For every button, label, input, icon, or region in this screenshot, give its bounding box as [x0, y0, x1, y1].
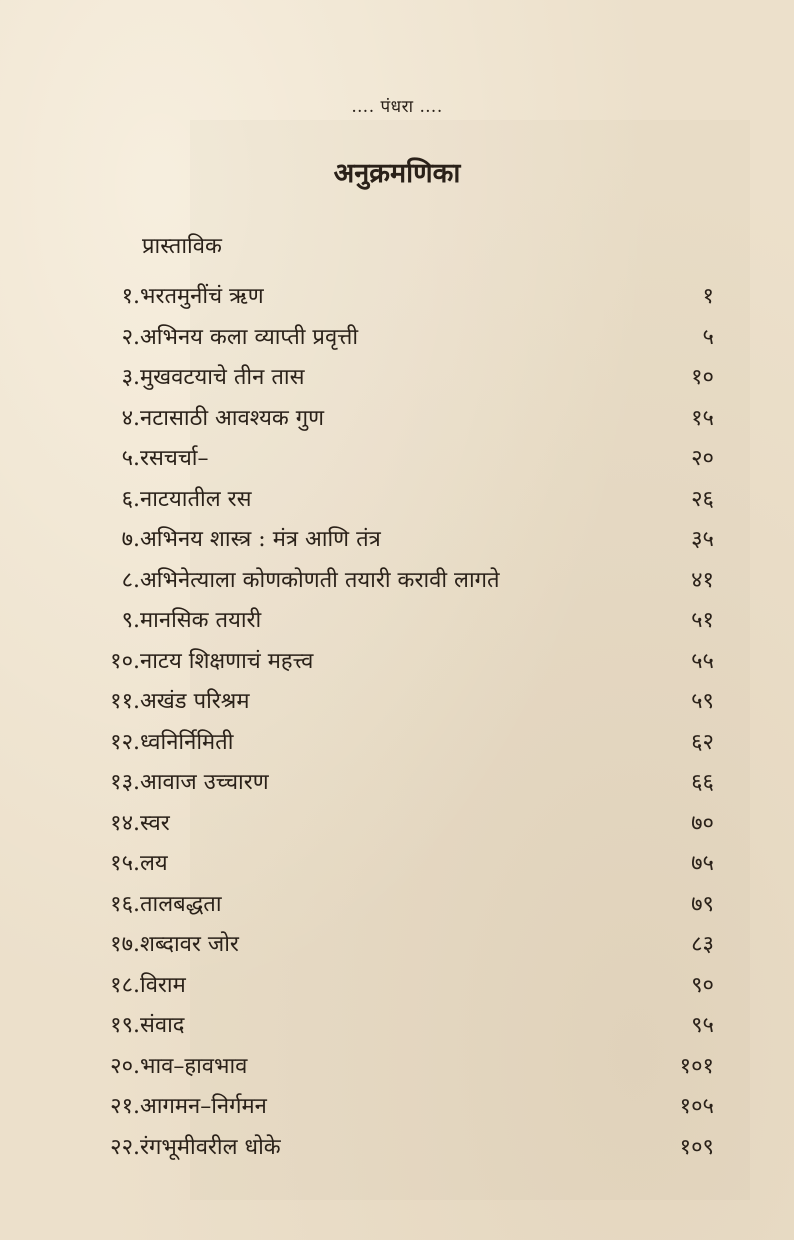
toc-row — [86, 1006, 714, 1047]
toc-title: शब्दावर जोर — [140, 932, 239, 957]
toc-title: अभिनय शास्त्र : मंत्र आणि तंत्र — [140, 527, 381, 552]
page-title: अनुक्रमणिका — [333, 158, 461, 189]
toc-number: २. — [121, 324, 140, 350]
toc-row — [86, 520, 714, 561]
table-of-contents — [86, 277, 714, 1168]
toc-title: विराम — [140, 972, 186, 998]
toc-row — [86, 399, 714, 440]
preface-entry: प्रास्ताविक — [142, 234, 222, 259]
toc-title: रसचर्चा– — [140, 446, 209, 471]
toc-title: भरतमुनींचं ऋण — [140, 284, 264, 309]
toc-row — [86, 844, 714, 885]
toc-title: तालबद्धता — [140, 891, 222, 917]
toc-page-number: ७० — [691, 810, 714, 836]
toc-row — [86, 1087, 714, 1128]
toc-page-number: १५ — [691, 405, 714, 431]
toc-title: रंगभूमीवरील धोके — [140, 1134, 281, 1160]
toc-row — [86, 561, 714, 602]
toc-number: ९. — [121, 608, 140, 633]
toc-number: १९. — [110, 1013, 140, 1038]
toc-page-number: १०५ — [679, 1094, 714, 1119]
toc-row — [86, 966, 714, 1007]
toc-page-number: २६ — [691, 486, 714, 512]
toc-row — [86, 763, 714, 804]
toc-number: १२. — [110, 729, 140, 755]
toc-page-number: ४१ — [691, 567, 714, 593]
toc-number: ६. — [121, 486, 140, 512]
toc-number: ११. — [110, 689, 140, 714]
toc-row — [86, 358, 714, 399]
toc-page-number: २० — [691, 446, 714, 471]
toc-number: १७. — [110, 932, 140, 957]
toc-row — [86, 804, 714, 845]
toc-title: नटासाठी आवश्यक गुण — [140, 405, 325, 431]
toc-row — [86, 318, 714, 359]
toc-title: मुखवटयाचे तीन तास — [140, 365, 305, 390]
toc-row — [86, 885, 714, 926]
toc-number: २२. — [110, 1134, 140, 1160]
toc-page-number: ५५ — [691, 648, 714, 674]
toc-page-number: ६६ — [691, 770, 714, 795]
toc-page-number: ९५ — [691, 1013, 714, 1038]
toc-page-number: ६२ — [691, 729, 714, 755]
toc-number: ४. — [121, 405, 140, 431]
toc-title: नाटय शिक्षणाचं महत्त्व — [140, 648, 314, 674]
toc-title: भाव–हावभाव — [140, 1053, 248, 1079]
toc-row — [86, 925, 714, 966]
toc-row — [86, 277, 714, 318]
toc-page-number: ७५ — [691, 851, 714, 876]
toc-row — [86, 1128, 714, 1169]
toc-number: १. — [121, 284, 140, 309]
toc-row — [86, 642, 714, 683]
toc-number: १८. — [110, 972, 140, 998]
toc-row — [86, 480, 714, 521]
toc-row — [86, 723, 714, 764]
toc-page-number: १० — [691, 365, 714, 390]
toc-number: ५. — [121, 446, 140, 471]
toc-title: लय — [140, 851, 168, 876]
toc-page-number: १०१ — [679, 1053, 714, 1079]
toc-page-number: ५९ — [691, 689, 714, 714]
toc-title: ध्वनिर्निमिती — [140, 729, 234, 755]
toc-page-number: ८३ — [691, 932, 714, 957]
toc-page-number: १ — [702, 284, 714, 309]
toc-page-number: ७९ — [691, 891, 714, 917]
toc-title: अखंड परिश्रम — [140, 689, 250, 714]
toc-number: ३. — [121, 365, 140, 390]
toc-row — [86, 601, 714, 642]
toc-number: १३. — [110, 770, 140, 795]
page-header: …. पंधरा …. — [351, 97, 443, 117]
toc-number: १०. — [110, 648, 140, 674]
toc-number: १४. — [110, 810, 140, 836]
toc-title: मानसिक तयारी — [140, 608, 262, 633]
toc-page-number: ३५ — [691, 527, 714, 552]
toc-title: आवाज उच्चारण — [140, 770, 269, 795]
toc-title: अभिनेत्याला कोणकोणती तयारी करावी लागते — [140, 567, 500, 593]
toc-number: १६. — [110, 891, 140, 917]
toc-page-number: ५ — [702, 324, 714, 350]
toc-title: स्वर — [140, 810, 170, 836]
toc-page-number: १०९ — [679, 1134, 714, 1160]
toc-title: आगमन–निर्गमन — [140, 1094, 267, 1119]
toc-title: अभिनय कला व्याप्ती प्रवृत्ती — [140, 324, 359, 350]
toc-page-number: ९० — [691, 972, 714, 998]
toc-row — [86, 439, 714, 480]
toc-number: ८. — [121, 567, 140, 593]
toc-row — [86, 682, 714, 723]
toc-title: संवाद — [140, 1013, 185, 1038]
toc-number: १५. — [110, 851, 140, 876]
toc-page-number: ५१ — [691, 608, 714, 633]
toc-number: ७. — [121, 527, 140, 552]
toc-number: २०. — [110, 1053, 140, 1079]
toc-title: नाटयातील रस — [140, 486, 252, 512]
toc-number: २१. — [110, 1094, 140, 1119]
toc-row — [86, 1047, 714, 1088]
